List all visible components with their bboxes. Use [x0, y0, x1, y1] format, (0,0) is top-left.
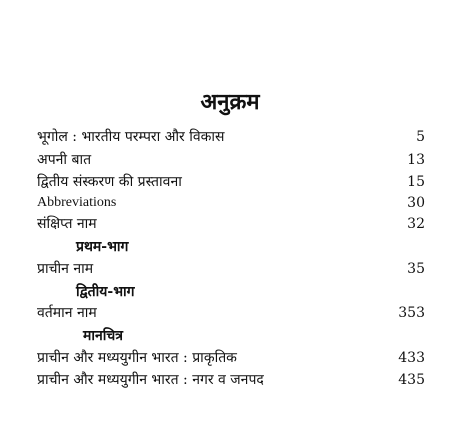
section-heading-part2: द्वितीय-भाग — [76, 284, 135, 300]
toc-entry — [37, 303, 425, 323]
page-title: अनुक्रम — [200, 89, 260, 115]
toc-entry-label: अपनी बात — [37, 152, 92, 168]
toc-entry — [37, 370, 425, 390]
toc-entry-page: 353 — [398, 305, 425, 321]
toc-entry-label: Abbreviations — [37, 195, 117, 210]
toc-entry — [37, 348, 425, 368]
toc-entry-label: भूगोल : भारतीय परम्परा और विकास — [37, 129, 225, 145]
toc-entry — [37, 259, 425, 279]
toc-entry-label: वर्तमान नाम — [37, 305, 97, 321]
toc-entry-page: 13 — [407, 152, 425, 168]
toc-entry — [37, 150, 425, 170]
toc-entry — [37, 172, 425, 192]
toc-entry-label: द्वितीय संस्करण की प्रस्तावना — [37, 174, 182, 190]
toc-entry-label: प्राचीन नाम — [37, 261, 94, 277]
toc-entry-label: प्राचीन और मध्ययुगीन भारत : नगर व जनपद — [37, 372, 264, 388]
section-heading-maps: मानचित्र — [83, 328, 124, 344]
toc-entry — [37, 214, 425, 234]
toc-entry — [37, 127, 425, 147]
section-heading-part1: प्रथम-भाग — [76, 239, 129, 255]
toc-entry — [37, 193, 425, 213]
toc-entry-page: 35 — [407, 261, 425, 277]
toc-entry-page: 30 — [407, 195, 425, 211]
toc-entry-page: 433 — [398, 350, 425, 366]
toc-entry-label: संक्षिप्त नाम — [37, 216, 97, 232]
toc-entry-page: 5 — [416, 129, 425, 145]
toc-entry-page: 32 — [407, 216, 425, 232]
toc-entry-page: 435 — [398, 372, 425, 388]
toc-entry-label: प्राचीन और मध्ययुगीन भारत : प्राकृतिक — [37, 350, 237, 366]
toc-entry-page: 15 — [407, 174, 425, 190]
